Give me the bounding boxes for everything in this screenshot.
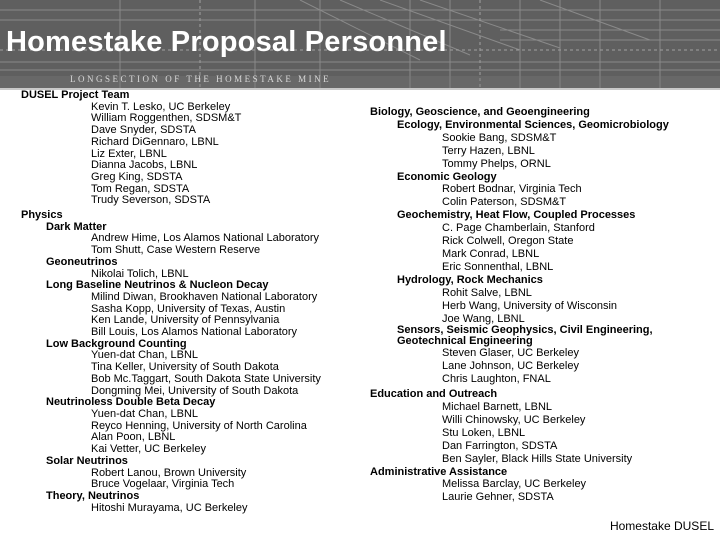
person: Michael Barnett, LBNL <box>442 401 553 414</box>
title-banner <box>0 0 720 88</box>
group-heading: Geochemistry, Heat Flow, Coupled Processes <box>397 209 636 222</box>
person: Willi Chinowsky, UC Berkeley <box>442 413 586 426</box>
person: Yuen-dat Chan, LBNL <box>91 349 199 362</box>
person: Terry Hazen, LBNL <box>442 144 535 157</box>
group-heading: Sensors, Seismic Geophysics, Civil Engineering, <box>397 324 653 337</box>
right-column <box>370 106 715 504</box>
person: Colin Paterson, SDSM&T <box>442 196 567 209</box>
person: Liz Exter, LBNL <box>91 147 167 160</box>
page-title: Homestake Proposal Personnel <box>6 26 447 58</box>
group-heading: Long Baseline Neutrinos & Nucleon Decay <box>46 279 269 292</box>
person: Sookie Bang, SDSM&T <box>442 131 557 144</box>
person: Yuen-dat Chan, LBNL <box>91 407 199 420</box>
person: Robert Bodnar, Virginia Tech <box>442 183 582 196</box>
group-heading: Theory, Neutrinos <box>46 489 140 502</box>
person: Rick Colwell, Oregon State <box>442 235 574 248</box>
section-heading: Physics <box>21 209 63 222</box>
person: Bob Mc.Taggart, South Dakota State University <box>91 372 321 385</box>
person: Tommy Phelps, ORNL <box>442 157 551 170</box>
person: Kevin T. Lesko, UC Berkeley <box>91 100 231 113</box>
person: Stu Loken, LBNL <box>442 426 526 439</box>
person: Sasha Kopp, University of Texas, Austin <box>91 302 286 315</box>
person: Trudy Severson, SDSTA <box>91 194 211 207</box>
person: Tom Regan, SDSTA <box>91 182 190 195</box>
person: Dianna Jacobs, LBNL <box>91 159 198 172</box>
person: Robert Lanou, Brown University <box>91 466 247 479</box>
person: Steven Glaser, UC Berkeley <box>442 347 579 360</box>
person: Herb Wang, University of Wisconsin <box>442 299 618 312</box>
group-heading: Ecology, Environmental Sciences, Geomicrobiology <box>397 118 669 131</box>
group-heading: Dark Matter <box>46 220 107 233</box>
person: Richard DiGennaro, LBNL <box>91 135 219 148</box>
person: Ken Lande, University of Pennsylvania <box>91 314 280 327</box>
person: Nikolai Tolich, LBNL <box>91 267 189 280</box>
person: Hitoshi Murayama, UC Berkeley <box>91 501 248 514</box>
person: Kai Vetter, UC Berkeley <box>91 443 206 456</box>
person: Tom Shutt, Case Western Reserve <box>91 244 261 257</box>
person: C. Page Chamberlain, Stanford <box>442 222 595 235</box>
person: Dongming Mei, University of South Dakota <box>91 384 299 397</box>
person: William Roggenthen, SDSM&T <box>91 112 242 125</box>
person: Alan Poon, LBNL <box>91 431 176 444</box>
person: Lane Johnson, UC Berkeley <box>442 360 579 373</box>
person: Rohit Salve, LBNL <box>442 286 532 299</box>
person: Reyco Henning, University of North Carolina <box>91 419 307 432</box>
person: Joe Wang, LBNL <box>442 312 525 325</box>
person: Dan Farrington, SDSTA <box>442 439 558 452</box>
person: Mark Conrad, LBNL <box>442 247 540 260</box>
person: Milind Diwan, Brookhaven National Laboratory <box>91 290 318 303</box>
banner-caption: LONGSECTION OF THE HOMESTAKE MINE <box>70 74 332 84</box>
person: Tina Keller, University of South Dakota <box>91 361 279 374</box>
person: Dave Snyder, SDSTA <box>91 124 196 137</box>
person: Bruce Vogelaar, Virginia Tech <box>91 478 235 491</box>
group-heading: Low Background Counting <box>46 337 187 350</box>
person: Laurie Gehner, SDSTA <box>442 491 554 504</box>
person: Greg King, SDSTA <box>91 170 183 183</box>
section-heading: Administrative Assistance <box>370 465 508 478</box>
group-heading: Geoneutrinos <box>46 255 118 268</box>
person: Melissa Barclay, UC Berkeley <box>442 478 587 491</box>
person: Chris Laughton, FNAL <box>442 373 551 386</box>
person: Eric Sonnenthal, LBNL <box>442 260 554 273</box>
footer-label: Homestake DUSEL <box>609 519 714 533</box>
person: Andrew Hime, Los Alamos National Laboratory <box>91 232 320 245</box>
group-heading-continued: Geotechnical Engineering <box>397 335 533 348</box>
person: Bill Louis, Los Alamos National Laboratory <box>91 326 298 339</box>
section-heading: DUSEL Project Team <box>21 89 130 101</box>
group-heading: Solar Neutrinos <box>46 454 128 467</box>
group-heading: Economic Geology <box>397 170 497 183</box>
section-heading: Education and Outreach <box>370 388 498 401</box>
group-heading: Hydrology, Rock Mechanics <box>397 273 543 286</box>
left-column <box>21 90 361 514</box>
group-heading: Neutrinoless Double Beta Decay <box>46 396 216 409</box>
section-heading: Biology, Geoscience, and Geoengineering <box>370 106 590 118</box>
person: Ben Sayler, Black Hills State University <box>442 452 633 465</box>
